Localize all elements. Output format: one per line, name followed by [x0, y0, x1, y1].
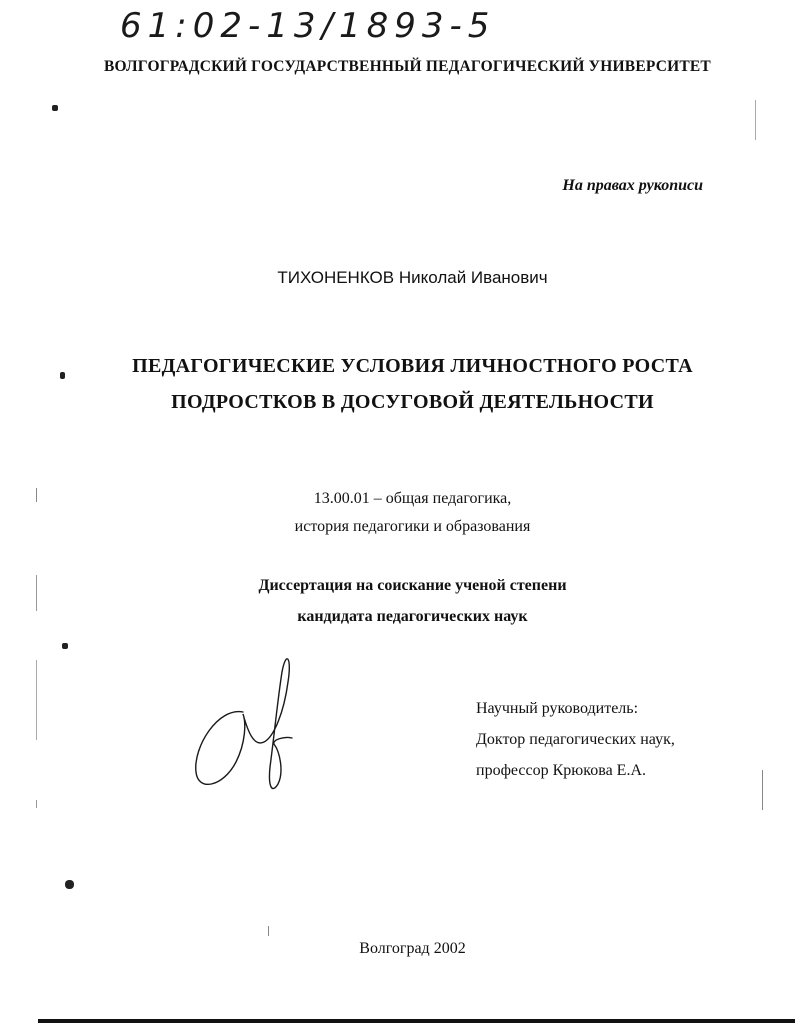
specialty-name: история педагогики и образования: [294, 518, 531, 535]
author-name: ТИХОНЕНКОВ Николай Иванович: [277, 268, 548, 287]
supervisor-name: профессор Крюкова Е.А.: [476, 762, 646, 779]
signature: [188, 652, 308, 802]
specialty-code: 13.00.01 – общая педагогика,: [313, 490, 512, 507]
scan-edge-mark: [36, 660, 37, 740]
dissertation-title-line-1: ПЕДАГОГИЧЕСКИЕ УСЛОВИЯ ЛИЧНОСТНОГО РОСТА: [132, 355, 693, 377]
scan-speck: [62, 643, 68, 649]
degree-statement-line-2: кандидата педагогических наук: [297, 608, 528, 625]
scan-edge-mark: [36, 575, 37, 611]
scan-edge-mark: [755, 100, 756, 140]
scan-bottom-edge: [38, 1019, 795, 1023]
dissertation-title-line-2: ПОДРОСТКОВ В ДОСУГОВОЙ ДЕЯТЕЛЬНОСТИ: [171, 391, 654, 413]
scan-edge-mark: [268, 926, 269, 936]
degree-statement-line-1: Диссертация на соискание ученой степени: [258, 577, 567, 594]
university-name: ВОЛГОГРАДСКИЙ ГОСУДАРСТВЕННЫЙ ПЕДАГОГИЧЕСКИЙ УНИВЕРСИТЕТ: [104, 58, 711, 75]
scan-speck: [52, 105, 58, 111]
supervisor-degree: Доктор педагогических наук,: [476, 731, 675, 748]
scan-speck: [65, 880, 74, 889]
scan-edge-mark: [36, 488, 37, 502]
supervisor-label: Научный руководитель:: [476, 700, 639, 717]
scan-speck: [60, 372, 65, 379]
scan-edge-mark: [36, 800, 37, 808]
scan-edge-mark: [762, 770, 763, 810]
rights-note: На правах рукописи: [562, 177, 703, 194]
city-year: Волгоград 2002: [359, 940, 466, 957]
handwritten-archive-number: 61:02-13/1893-5: [120, 6, 496, 46]
